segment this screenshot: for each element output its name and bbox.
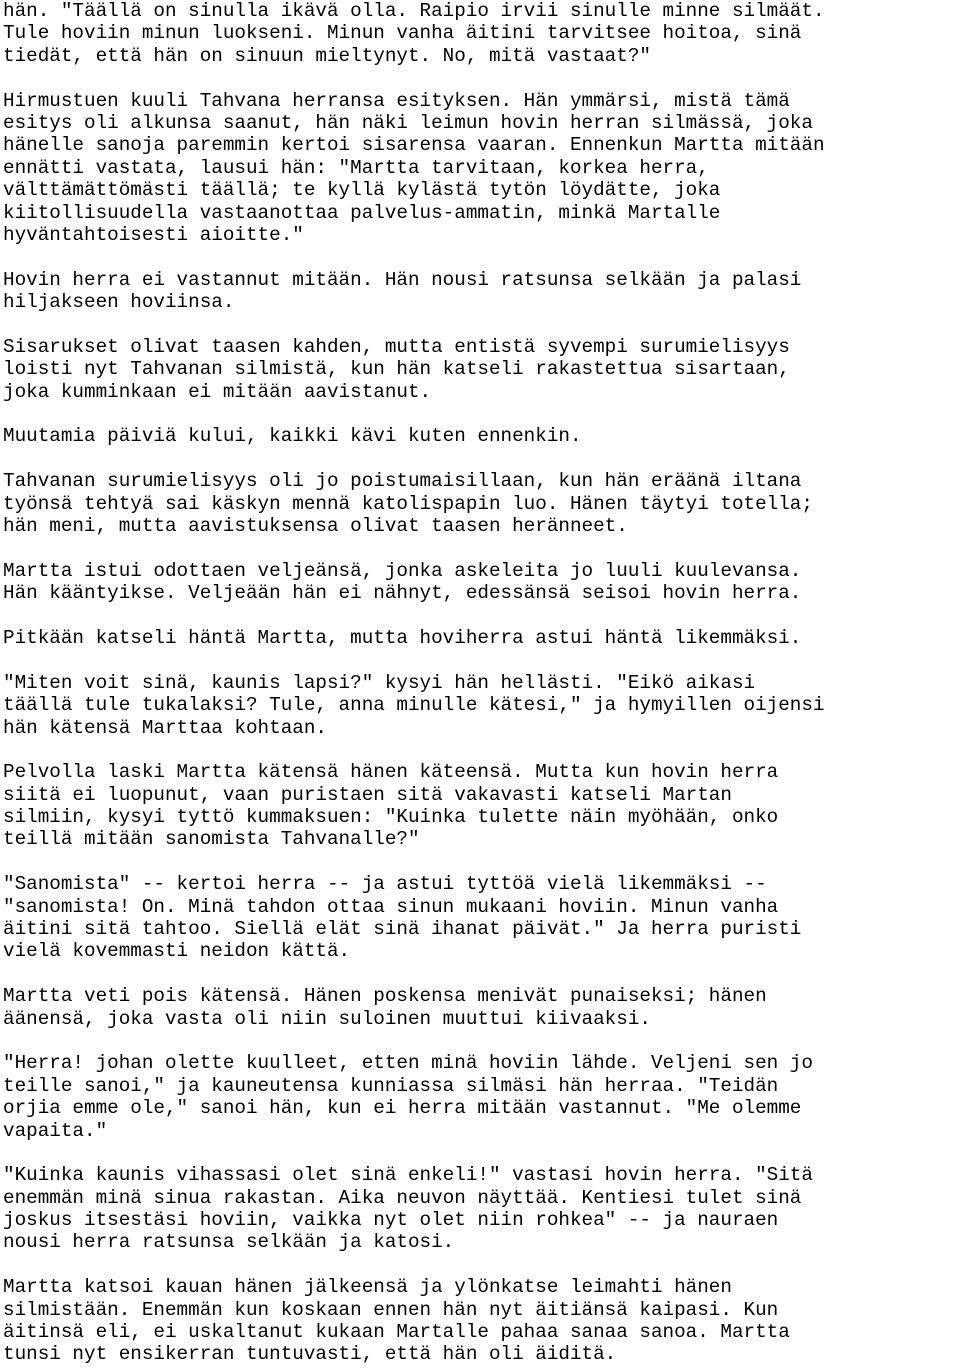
- paragraph: [3, 985, 958, 1030]
- text-line: täällä tule tukalaksi? Tule, anna minulle kätesi," ja hymyillen oijensi: [3, 694, 825, 717]
- text-line: hyväntahtoisesti aioitte.": [3, 223, 304, 246]
- paragraph: [3, 873, 958, 963]
- document-text: [3, 0, 958, 1366]
- text-line: kiitollisuudella vastaanottaa palvelus-ammatin, minkä Martalle: [3, 201, 721, 224]
- paragraph: [3, 1276, 958, 1366]
- paragraph: [3, 425, 958, 447]
- text-line: tiedät, että hän on sinuun mieltynyt. No, mitä vastaat?": [3, 44, 651, 67]
- text-line: hänelle sanoja paremmin kertoi sisarensa vaaran. Ennenkun Martta mitään: [3, 134, 825, 157]
- paragraph-spacer: [3, 851, 958, 873]
- paragraph: [3, 90, 958, 247]
- paragraph: [3, 0, 958, 67]
- text-line: Hirmustuen kuuli Tahvana herransa esityksen. Hän ymmärsi, mistä tämä: [3, 89, 790, 112]
- text-line: hiljakseen hoviinsa.: [3, 291, 235, 314]
- text-line: Pitkään katseli häntä Martta, mutta hoviherra astui häntä likemmäksi.: [3, 626, 802, 649]
- paragraph: [3, 269, 958, 314]
- text-line: Tule hoviin minun luokseni. Minun vanha äitini tarvitsee hoitoa, sinä: [3, 22, 802, 45]
- text-line: tunsi nyt ensikerran tuntuvasti, että hän oli äiditä.: [3, 1343, 617, 1366]
- text-line: vapaita.": [3, 1119, 108, 1142]
- paragraph-spacer: [3, 1030, 958, 1052]
- text-line: äitinsä eli, ei uskaltanut kukaan Martalle pahaa sanaa sanoa. Martta: [3, 1321, 790, 1344]
- text-line: "Herra! johan olette kuulleet, etten minä hoviin lähde. Veljeni sen jo: [3, 1052, 813, 1075]
- text-line: hän meni, mutta aavistuksensa olivat taasen heränneet.: [3, 514, 628, 537]
- text-line: nousi herra ratsunsa selkään ja katosi.: [3, 1231, 455, 1254]
- text-line: Pelvolla laski Martta kätensä hänen käteensä. Mutta kun hovin herra: [3, 761, 779, 784]
- text-line: Hän kääntyikse. Veljeään hän ei nähnyt, edessänsä seisoi hovin herra.: [3, 582, 802, 605]
- text-line: "Kuinka kaunis vihassasi olet sinä enkeli!" vastasi hovin herra. "Sitä: [3, 1164, 813, 1187]
- text-line: Muutamia päiviä kului, kaikki kävi kuten ennenkin.: [3, 425, 582, 448]
- paragraph-spacer: [3, 963, 958, 985]
- paragraph-spacer: [3, 448, 958, 470]
- text-line: Tahvanan surumielisyys oli jo poistumaisillaan, kun hän eräänä iltana: [3, 470, 802, 493]
- text-line: esitys oli alkunsa saanut, hän näki leimun hovin herran silmässä, joka: [3, 111, 813, 134]
- text-line: vielä kovemmasti neidon kättä.: [3, 940, 351, 963]
- text-line: hän. "Täällä on sinulla ikävä olla. Raipio irvii sinulle minne silmäät.: [3, 0, 825, 22]
- paragraph-spacer: [3, 739, 958, 761]
- paragraph: [3, 560, 958, 605]
- paragraph: [3, 672, 958, 739]
- paragraph-spacer: [3, 649, 958, 671]
- text-line: teillä mitään sanomista Tahvanalle?": [3, 828, 420, 851]
- text-line: enemmän minä sinua rakastan. Aika neuvon näyttää. Kentiesi tulet sinä: [3, 1186, 802, 1209]
- text-line: silmistään. Enemmän kun koskaan ennen hän nyt äitiänsä kaipasi. Kun: [3, 1298, 779, 1321]
- text-line: Martta istui odottaen veljeänsä, jonka askeleita jo luuli kuulevansa.: [3, 559, 802, 582]
- paragraph-spacer: [3, 403, 958, 425]
- paragraph: [3, 627, 958, 649]
- text-line: loisti nyt Tahvanan silmistä, kun hän katseli rakastettua sisartaan,: [3, 358, 790, 381]
- paragraph-spacer: [3, 1142, 958, 1164]
- paragraph: [3, 761, 958, 851]
- paragraph: [3, 1052, 958, 1142]
- paragraph-spacer: [3, 1254, 958, 1276]
- text-line: joskus itsestäsi hoviin, vaikka nyt olet niin rohkea" -- ja nauraen: [3, 1209, 779, 1232]
- paragraph: [3, 1164, 958, 1254]
- paragraph: [3, 470, 958, 537]
- text-line: "Miten voit sinä, kaunis lapsi?" kysyi hän hellästi. "Eikö aikasi: [3, 671, 756, 694]
- text-line: silmiin, kysyi tyttö kummaksuen: "Kuinka tulette näin myöhään, onko: [3, 806, 779, 829]
- text-line: välttämättömästi täällä; te kyllä kylästä tytön löydätte, joka: [3, 179, 721, 202]
- text-line: Hovin herra ei vastannut mitään. Hän nousi ratsunsa selkään ja palasi: [3, 268, 802, 291]
- paragraph: [3, 336, 958, 403]
- text-line: joka kumminkaan ei mitään aavistanut.: [3, 380, 432, 403]
- paragraph-spacer: [3, 605, 958, 627]
- text-line: työnsä tehtyä sai käskyn mennä katolispapin luo. Hänen täytyi totella;: [3, 492, 813, 515]
- text-line: orjia emme ole," sanoi hän, kun ei herra mitään vastannut. "Me olemme: [3, 1097, 802, 1120]
- paragraph-spacer: [3, 537, 958, 559]
- text-line: äänensä, joka vasta oli niin suloinen muuttui kiivaaksi.: [3, 1007, 651, 1030]
- text-line: äitini sitä tahtoo. Siellä elät sinä ihanat päivät." Ja herra puristi: [3, 918, 802, 941]
- paragraph-spacer: [3, 246, 958, 268]
- text-line: "Sanomista" -- kertoi herra -- ja astui tyttöä vielä likemmäksi --: [3, 873, 767, 896]
- text-line: Sisarukset olivat taasen kahden, mutta entistä syvempi surumielisyys: [3, 335, 790, 358]
- paragraph-spacer: [3, 313, 958, 335]
- text-line: hän kätensä Marttaa kohtaan.: [3, 716, 327, 739]
- text-line: ennätti vastata, lausui hän: "Martta tarvitaan, korkea herra,: [3, 156, 709, 179]
- text-line: "sanomista! On. Minä tahdon ottaa sinun mukaani hoviin. Minun vanha: [3, 895, 779, 918]
- text-line: Martta katsoi kauan hänen jälkeensä ja ylönkatse leimahti hänen: [3, 1276, 732, 1299]
- text-line: siitä ei luopunut, vaan puristaen sitä vakavasti katseli Martan: [3, 783, 732, 806]
- text-line: Martta veti pois kätensä. Hänen poskensa menivät punaiseksi; hänen: [3, 985, 767, 1008]
- paragraph-spacer: [3, 67, 958, 89]
- text-line: teille sanoi," ja kauneutensa kunniassa silmäsi hän herraa. "Teidän: [3, 1074, 779, 1097]
